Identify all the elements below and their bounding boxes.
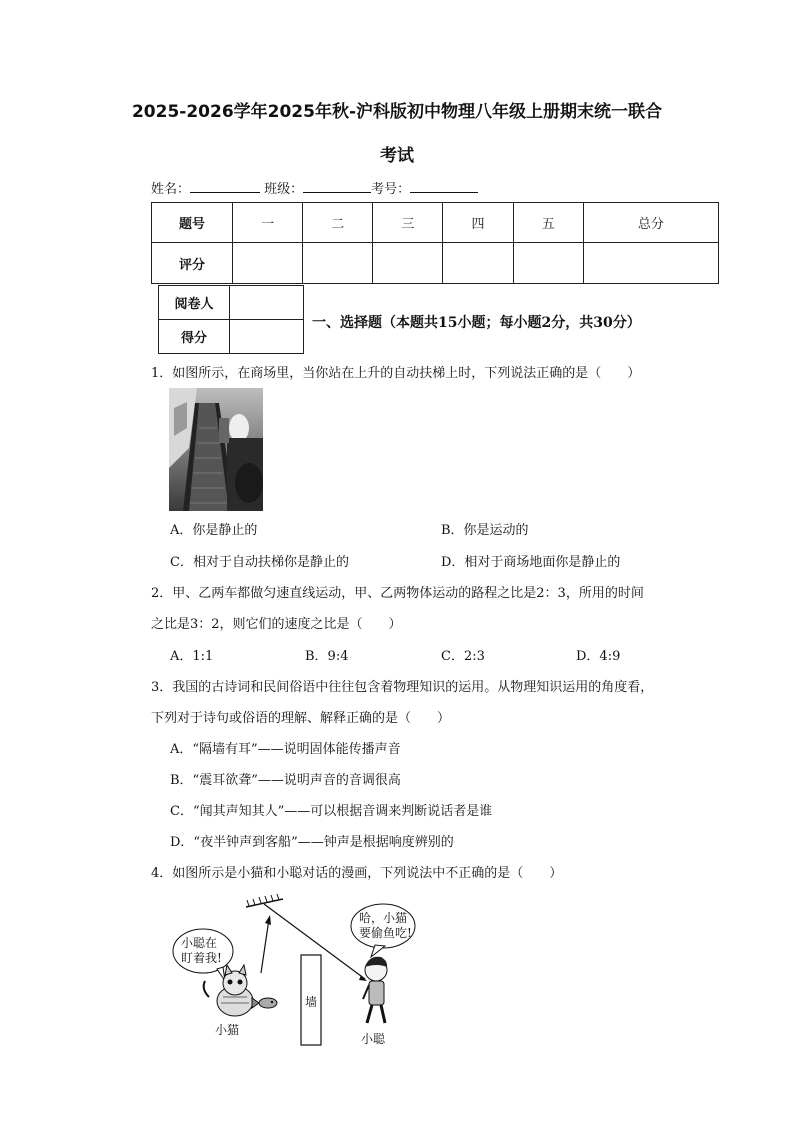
score-table-row — [152, 243, 719, 284]
cat-bubble-line2: 盯着我! — [181, 951, 222, 965]
q1-option-d: D．相对于商场地面你是静止的 — [441, 555, 621, 570]
q1-stem: 1．如图所示，在商场里，当你站在上升的自动扶梯上时，下列说法正确的是（ ） — [151, 366, 641, 381]
score-cell — [373, 243, 443, 284]
score-label: 得分 — [159, 320, 230, 354]
score-cell — [583, 243, 718, 284]
section1-title: 一、选择题（本题共15小题；每小题2分，共30分） — [312, 315, 641, 331]
score-cell — [443, 243, 513, 284]
cat-bubble-line1: 小聪在 — [181, 936, 218, 950]
exam-no-label: 考号： — [371, 182, 411, 197]
q2-option-a: A．1:1 — [170, 649, 214, 664]
score-cell — [233, 243, 303, 284]
cat-bubble-text — [181, 936, 222, 966]
exam-title-line2: 考试 — [380, 146, 414, 166]
score-table — [151, 202, 719, 284]
q2-option-c: C．2:3 — [441, 649, 485, 664]
q3-option-b: B．“震耳欲聋”——说明声音的音调很高 — [170, 773, 401, 788]
boy-bubble-line2: 要偷鱼吃! — [359, 926, 412, 940]
class-blank — [303, 180, 371, 193]
q2-stem-line1: 2．甲、乙两车都做匀速直线运动，甲、乙两物体运动的路程之比是2：3，所用的时间 — [151, 586, 644, 601]
cat-label: 小猫 — [215, 1023, 240, 1037]
cat-boy-cartoon — [165, 893, 435, 1053]
q3-option-d: D．“夜半钟声到客船”——钟声是根据响度辨别的 — [170, 835, 454, 850]
row-label: 评分 — [152, 243, 233, 284]
q3-option-c: C．“闻其声知其人”——可以根据音调来判断说话者是谁 — [170, 804, 493, 819]
name-label: 姓名： — [151, 182, 191, 197]
q3-stem-line1: 3．我国的古诗词和民间俗语中往往包含着物理知识的运用。从物理知识运用的角度看， — [151, 680, 654, 695]
mirror-icon — [246, 899, 283, 907]
boy-bubble-text — [359, 911, 412, 941]
class-label: 班级： — [264, 182, 304, 197]
header-cell: 题号 — [152, 203, 233, 243]
q4-stem: 4．如图所示是小猫和小聪对话的漫画，下列说法中不正确的是（ ） — [151, 866, 563, 881]
boy-icon — [363, 957, 387, 1023]
q2-option-b: B．9:4 — [305, 649, 349, 664]
score-value-cell — [230, 320, 304, 354]
score-cell — [513, 243, 583, 284]
header-cell: 二 — [303, 203, 373, 243]
reviewer-label: 阅卷人 — [159, 286, 230, 320]
q3-option-a: A．“隔墙有耳”——说明固体能传播声音 — [170, 742, 401, 757]
q1-option-b: B．你是运动的 — [441, 523, 529, 538]
score-table-header — [152, 203, 719, 243]
exam-no-blank — [410, 180, 478, 193]
escalator-photo — [169, 388, 263, 511]
name-blank — [190, 180, 260, 193]
light-ray-incident — [261, 919, 269, 973]
score-cell — [303, 243, 373, 284]
header-cell: 三 — [373, 203, 443, 243]
q3-stem-line2: 下列对于诗句或俗语的理解、解释正确的是（ ） — [151, 711, 451, 726]
header-cell: 一 — [233, 203, 303, 243]
boy-label: 小聪 — [361, 1032, 386, 1046]
header-cell: 四 — [443, 203, 513, 243]
header-cell: 五 — [513, 203, 583, 243]
grader-table — [158, 285, 304, 354]
wall-label: 墙 — [305, 995, 318, 1009]
header-cell: 总分 — [583, 203, 718, 243]
boy-bubble-line1: 哈，小猫 — [359, 911, 408, 925]
exam-title-line1: 2025-2026学年2025年秋-沪科版初中物理八年级上册期末统一联合 — [131, 102, 663, 122]
reviewer-cell — [230, 286, 304, 320]
q1-option-a: A．你是静止的 — [170, 523, 258, 538]
q1-option-c: C．相对于自动扶梯你是静止的 — [170, 555, 349, 570]
student-info — [151, 178, 478, 197]
q2-stem-line2: 之比是3：2，则它们的速度之比是（ ） — [151, 617, 402, 632]
fish-icon — [252, 998, 277, 1008]
q2-option-d: D．4:9 — [576, 649, 621, 664]
